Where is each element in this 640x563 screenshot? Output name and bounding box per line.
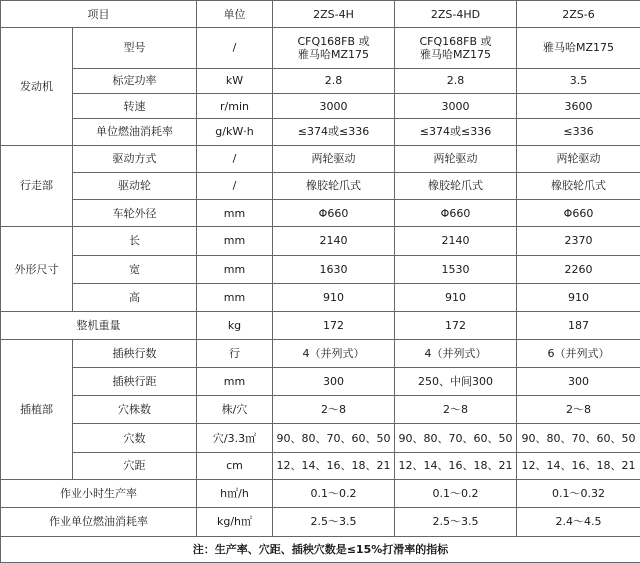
table-row: [1, 508, 640, 536]
row-value: 2260: [517, 255, 640, 283]
row-value: ≤374或≤336: [273, 119, 395, 145]
row-value: CFQ168FB 或 雅马哈MZ175: [395, 28, 517, 68]
row-unit: h㎡/h: [197, 479, 273, 507]
group-engine: 发动机: [1, 28, 73, 145]
row-value: Φ660: [395, 200, 517, 227]
row-value: 2.4～4.5: [517, 508, 640, 536]
table-row: [1, 68, 640, 93]
row-label: 穴株数: [73, 396, 197, 424]
row-unit: mm: [197, 367, 273, 395]
row-label: 整机重量: [1, 312, 197, 339]
row-unit: g/kW·h: [197, 119, 273, 145]
row-value: 300: [273, 367, 395, 395]
row-label: 宽: [73, 255, 197, 283]
table-row: [1, 145, 640, 172]
row-value: 2～8: [395, 396, 517, 424]
row-value: 2～8: [517, 396, 640, 424]
header-unit: 单位: [197, 1, 273, 28]
row-unit: mm: [197, 200, 273, 227]
row-value: ≤374或≤336: [395, 119, 517, 145]
row-value: 两轮驱动: [395, 145, 517, 172]
row-value: 910: [395, 283, 517, 311]
row-value: 0.1～0.2: [273, 479, 395, 507]
row-label: 长: [73, 227, 197, 255]
row-value: 910: [273, 283, 395, 311]
row-value: 172: [395, 312, 517, 339]
table-row: [1, 339, 640, 367]
row-value: ≤336: [517, 119, 640, 145]
row-value: 2.8: [395, 68, 517, 93]
row-value: 3.5: [517, 68, 640, 93]
table-row: [1, 172, 640, 199]
row-value: 90、80、70、60、50: [395, 424, 517, 452]
row-value: 0.1～0.32: [517, 479, 640, 507]
row-value: 橡胶轮爪式: [395, 172, 517, 199]
row-value: 12、14、16、18、21: [273, 452, 395, 479]
row-value: 2.5～3.5: [395, 508, 517, 536]
row-unit: r/min: [197, 93, 273, 118]
row-value: 250、中间300: [395, 367, 517, 395]
row-label: 穴距: [73, 452, 197, 479]
row-value: 1630: [273, 255, 395, 283]
row-unit: 株/穴: [197, 396, 273, 424]
row-value: 两轮驱动: [517, 145, 640, 172]
table-row: [1, 283, 640, 311]
row-value: 0.1～0.2: [395, 479, 517, 507]
row-value: 4（并列式）: [273, 339, 395, 367]
group-planting: 插植部: [1, 339, 73, 479]
table-row: [1, 227, 640, 255]
row-unit: kg: [197, 312, 273, 339]
note-row: [1, 536, 640, 562]
table-row: [1, 396, 640, 424]
row-unit: /: [197, 28, 273, 68]
row-value: 300: [517, 367, 640, 395]
row-value: 6（并列式）: [517, 339, 640, 367]
row-value: 3600: [517, 93, 640, 118]
row-value: 12、14、16、18、21: [517, 452, 640, 479]
header-model-1: 2ZS-4H: [273, 1, 395, 28]
row-value: 2.5～3.5: [273, 508, 395, 536]
row-label: 车轮外径: [73, 200, 197, 227]
table-row: [1, 200, 640, 227]
row-value: 187: [517, 312, 640, 339]
table-row: [1, 479, 640, 507]
row-value: 2.8: [273, 68, 395, 93]
row-label: 型号: [73, 28, 197, 68]
row-value: 1530: [395, 255, 517, 283]
row-value: Φ660: [273, 200, 395, 227]
row-value: CFQ168FB 或 雅马哈MZ175: [273, 28, 395, 68]
row-unit: /: [197, 145, 273, 172]
row-label: 单位燃油消耗率: [73, 119, 197, 145]
row-value: Φ660: [517, 200, 640, 227]
group-dimensions: 外形尺寸: [1, 227, 73, 312]
row-unit: kW: [197, 68, 273, 93]
row-label: 驱动方式: [73, 145, 197, 172]
row-value: 2～8: [273, 396, 395, 424]
row-label: 作业小时生产率: [1, 479, 197, 507]
row-value: 90、80、70、60、50: [273, 424, 395, 452]
row-value: 172: [273, 312, 395, 339]
table-row: [1, 119, 640, 145]
row-label: 高: [73, 283, 197, 311]
row-unit: kg/h㎡: [197, 508, 273, 536]
row-unit: 穴/3.3㎡: [197, 424, 273, 452]
row-label: 插秧行距: [73, 367, 197, 395]
table-row: [1, 28, 640, 68]
row-label: 驱动轮: [73, 172, 197, 199]
row-unit: mm: [197, 227, 273, 255]
row-unit: /: [197, 172, 273, 199]
table-row: [1, 424, 640, 452]
table-row: [1, 93, 640, 118]
row-value: 橡胶轮爪式: [273, 172, 395, 199]
row-value: 2140: [395, 227, 517, 255]
row-value: 910: [517, 283, 640, 311]
group-walking: 行走部: [1, 145, 73, 227]
row-unit: mm: [197, 283, 273, 311]
table-row: [1, 367, 640, 395]
row-unit: 行: [197, 339, 273, 367]
table-row: [1, 312, 640, 339]
row-value: 4（并列式）: [395, 339, 517, 367]
row-label: 插秧行数: [73, 339, 197, 367]
row-value: 3000: [395, 93, 517, 118]
header-model-3: 2ZS-6: [517, 1, 640, 28]
row-value: 2140: [273, 227, 395, 255]
header-model-2: 2ZS-4HD: [395, 1, 517, 28]
row-label: 标定功率: [73, 68, 197, 93]
table-row: [1, 255, 640, 283]
row-value: 两轮驱动: [273, 145, 395, 172]
row-label: 作业单位燃油消耗率: [1, 508, 197, 536]
row-value: 12、14、16、18、21: [395, 452, 517, 479]
row-unit: mm: [197, 255, 273, 283]
row-value: 90、80、70、60、50: [517, 424, 640, 452]
row-unit: cm: [197, 452, 273, 479]
header-item: 项目: [1, 1, 197, 28]
row-value: 2370: [517, 227, 640, 255]
row-label: 穴数: [73, 424, 197, 452]
header-row: [1, 1, 640, 28]
row-value: 橡胶轮爪式: [517, 172, 640, 199]
row-label: 转速: [73, 93, 197, 118]
table-note: 注：生产率、穴距、插秧穴数是≤15%打滑率的指标: [1, 536, 640, 562]
row-value: 雅马哈MZ175: [517, 28, 640, 68]
table-row: [1, 452, 640, 479]
row-value: 3000: [273, 93, 395, 118]
